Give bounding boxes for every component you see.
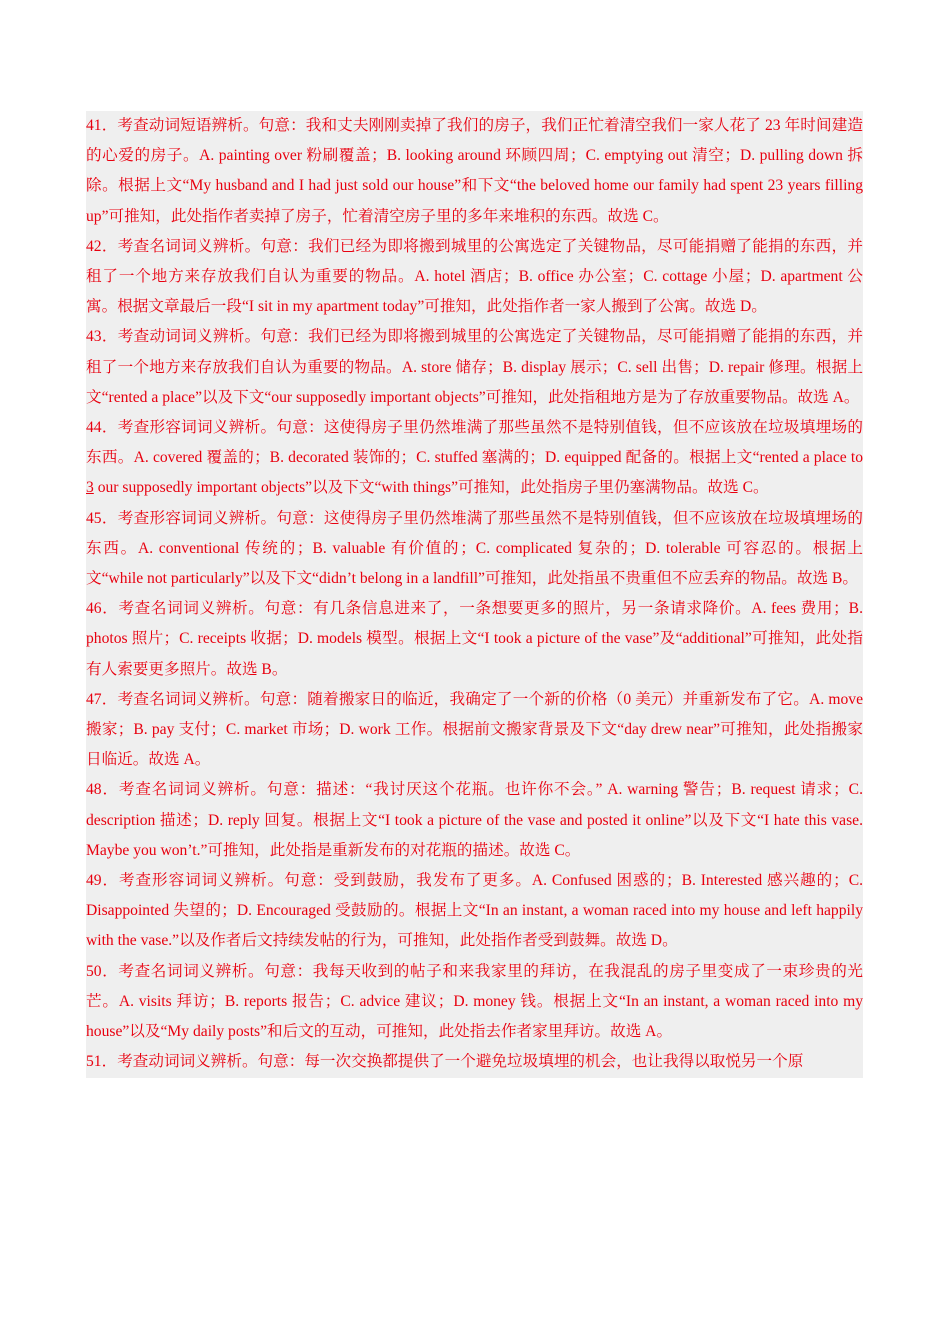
- explanation-41: 41．考查动词短语辨析。句意：我和丈夫刚刚卖掉了我们的房子，我们正忙着清空我们一家人花了 23 年时间建造的心爱的房子。A. painting over 粉刷覆盖；B. looking around 环顾四周；C. emptying out 清空；D. pulling down 拆除。根据上文“My husband and I had just sold our house”和下文“the beloved home our family had spent 23 years filling up”可推知，此处指作者卖掉了房子，忙着清空房子里的多年来堆积的东西。故选 C。: [86, 117, 863, 225]
- explanation-47: 47．考查名词词义辨析。句意：随着搬家日的临近，我确定了一个新的价格（0 美元）并重新发布了它。A. move 搬家；B. pay 支付；C. market 市场；D. work 工作。根据前文搬家背景及下文“day drew near”可推知，此处指搬家日临近。故选 A。: [86, 690, 863, 769]
- explanation-49: 49．考查形容词词义辨析。句意：受到鼓励，我发布了更多。A. Confused 困惑的；B. Interested 感兴趣的；C. Disappointed 失望的；D. Encouraged 受鼓励的。根据上文“In an instant, a woman raced into my house and left happily with the vase.”以及作者后文持续发帖的行为，可推知，此处指作者受到鼓舞。故选 D。: [86, 872, 863, 950]
- explanation-51: 51．考查动词词义辨析。句意：每一次交换都提供了一个避免垃圾填埋的机会，也让我得以取悦另一个原: [86, 1053, 804, 1071]
- explanation-44-part-1: 44．考查形容词词义辨析。句意：这使得房子里仍然堆满了那些虽然不是特别值钱，但不应该放在垃圾填埋场的东西。A. covered 覆盖的；B. decorated 装饰的；C. stuffed 塞满的；D. equipped 配备的。根据上文“rented a place to: [86, 419, 863, 467]
- blank-number: 3: [86, 479, 94, 497]
- explanation-50: 50．考查名词词义辨析。句意：我每天收到的帖子和来我家里的拜访，在我混乱的房子里变成了一束珍贵的光芒。A. visits 拜访；B. reports 报告；C. advice 建议；D. money 钱。根据上文“In an instant, a woman raced into my house”以及“My daily posts”和后文的互动，可推知，此处指去作者家里拜访。故选 A。: [86, 962, 863, 1041]
- explanation-46: 46．考查名词词义辨析。句意：有几条信息进来了，一条想要更多的照片，另一条请求降价。A. fees 费用；B. photos 照片；C. receipts 收据；D. models 模型。根据上文“I took a picture of the vase”及“additional”可推知，此处指有人索要更多照片。故选 B。: [86, 600, 863, 678]
- explanation-44: [86, 413, 863, 504]
- explanation-45: 45．考查形容词词义辨析。句意：这使得房子里仍然堆满了那些虽然不是特别值钱，但不应该放在垃圾填埋场的东西。A. conventional 传统的；B. valuable 有价值的；C. complicated 复杂的；D. tolerable 可容忍的。根据上文“while not particularly”以及下文“didn’t belong in a landfill”可推知，此处指虽不贵重但不应丢弃的物品。故选 B。: [86, 509, 863, 588]
- explanation-44-part-2: our supposedly important objects”以及下文“with things”可推知，此处指房子里仍塞满物品。故选 C。: [93, 479, 769, 497]
- explanation-42: 42．考查名词词义辨析。句意：我们已经为即将搬到城里的公寓选定了关键物品，尽可能捐赠了能捐的东西，并租了一个地方来存放我们自认为重要的物品。A. hotel 酒店；B. office 办公室；C. cottage 小屋；D. apartment 公寓。根据文章最后一段“I sit in my apartment today”可推知，此处指作者一家人搬到了公寓。故选 D。: [86, 237, 863, 316]
- explanation-48: 48．考查名词词义辨析。句意：描述：“我讨厌这个花瓶。也许你不会。” A. warning 警告；B. request 请求；C. description 描述；D. reply 回复。根据上文“I took a picture of the vase and posted it online”以及下文“I hate this vase. Maybe you won’t.”可推知，此处指是重新发布的对花瓶的描述。故选 C。: [86, 781, 863, 859]
- answer-explanations: [86, 111, 863, 1078]
- explanation-43: 43．考查动词词义辨析。句意：我们已经为即将搬到城里的公寓选定了关键物品，尽可能捐赠了能捐的东西，并租了一个地方来存放我们自认为重要的物品。A. store 储存；B. display 展示；C. sell 出售；D. repair 修理。根据上文“rented a place”以及下文“our supposedly important objects”可推知，此处指租地方是为了存放重要物品。故选 A。: [86, 328, 863, 406]
